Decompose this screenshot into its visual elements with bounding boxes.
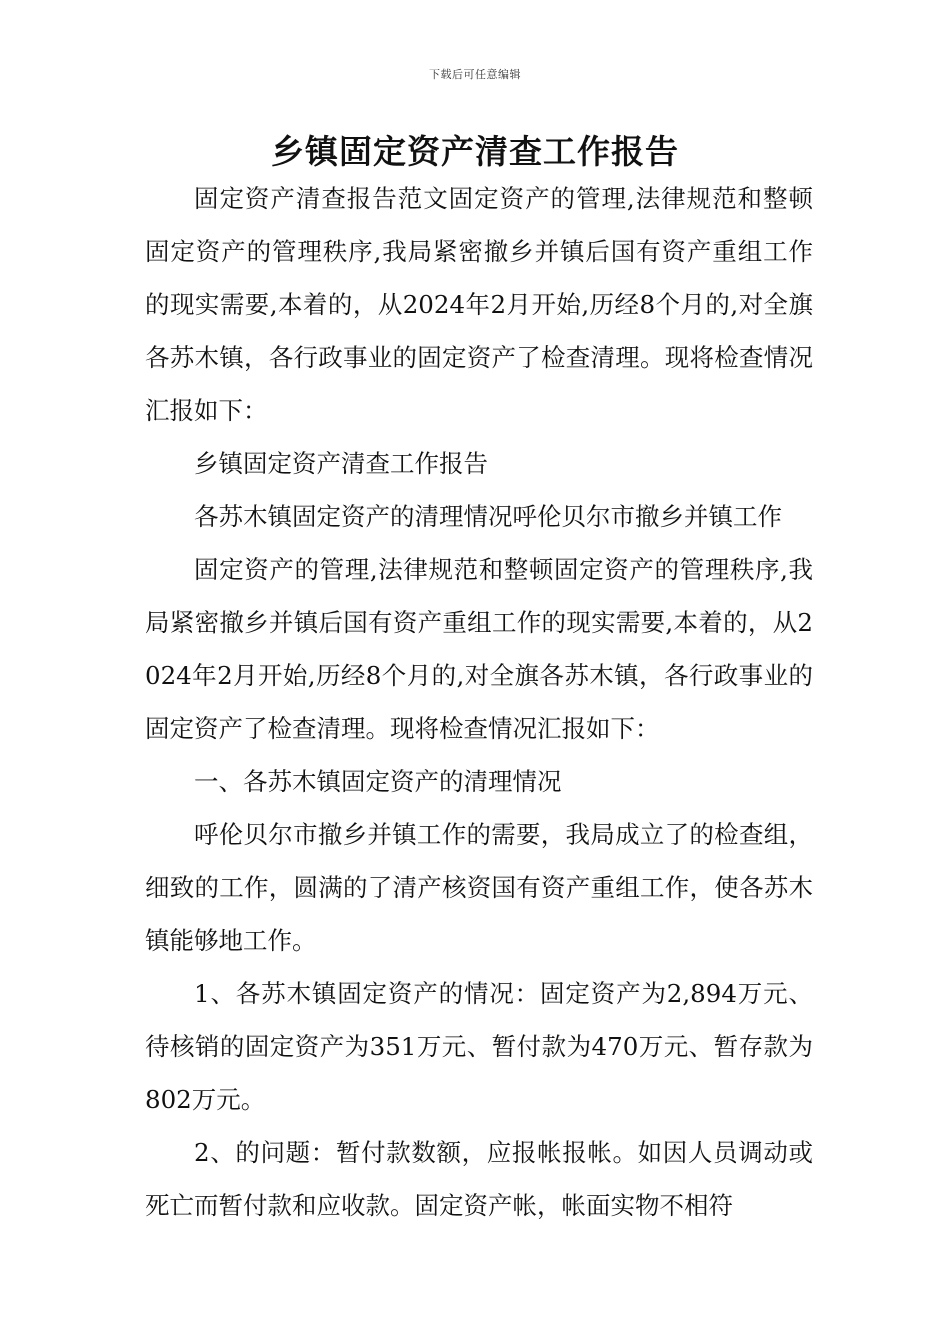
section-heading-1: 一、各苏木镇固定资产的清理情况: [194, 767, 562, 796]
paragraph-intro: 固定资产清查报告范文固定资产的管理,法律规范和整顿固定资产的管理秩序,我局紧密撤乡并镇后国有资产重组工作的现实需要,本着的，从2024年2月开始,历经8个月的,对全旗各苏木镇，各行政事业的固定资产了检查清理。现将检查情况汇报如下：: [145, 184, 813, 425]
paragraph-problems: 2、的问题：暂付款数额，应报帐报帐。如因人员调动或死亡而暂付款和应收款。固定资产帐，帐面实物不相符: [145, 1138, 813, 1220]
paragraph-asset-figures: 1、各苏木镇固定资产的情况：固定资产为2,894万元、待核销的固定资产为351万元、暂付款为470万元、暂存款为802万元。: [145, 979, 813, 1114]
document-body: [145, 172, 813, 1232]
paragraph-subtitle: 乡镇固定资产清查工作报告: [194, 449, 488, 478]
paragraph-inspection: 呼伦贝尔市撤乡并镇工作的需要，我局成立了的检查组，细致的工作，圆满的了清产核资国有资产重组工作，使各苏木镇能够地工作。: [145, 820, 813, 955]
paragraph-heading-line: 各苏木镇固定资产的清理情况呼伦贝尔市撤乡并镇工作: [194, 502, 782, 531]
document-title: 乡镇固定资产清查工作报告: [271, 132, 679, 171]
paragraph-management: 固定资产的管理,法律规范和整顿固定资产的管理秩序,我局紧密撤乡并镇后国有资产重组工作的现实需要,本着的，从2024年2月开始,历经8个月的,对全旗各苏木镇，各行政事业的固定资产了检查清理。现将检查情况汇报如下：: [145, 555, 813, 743]
header-note: 下载后可任意编辑: [429, 68, 521, 81]
